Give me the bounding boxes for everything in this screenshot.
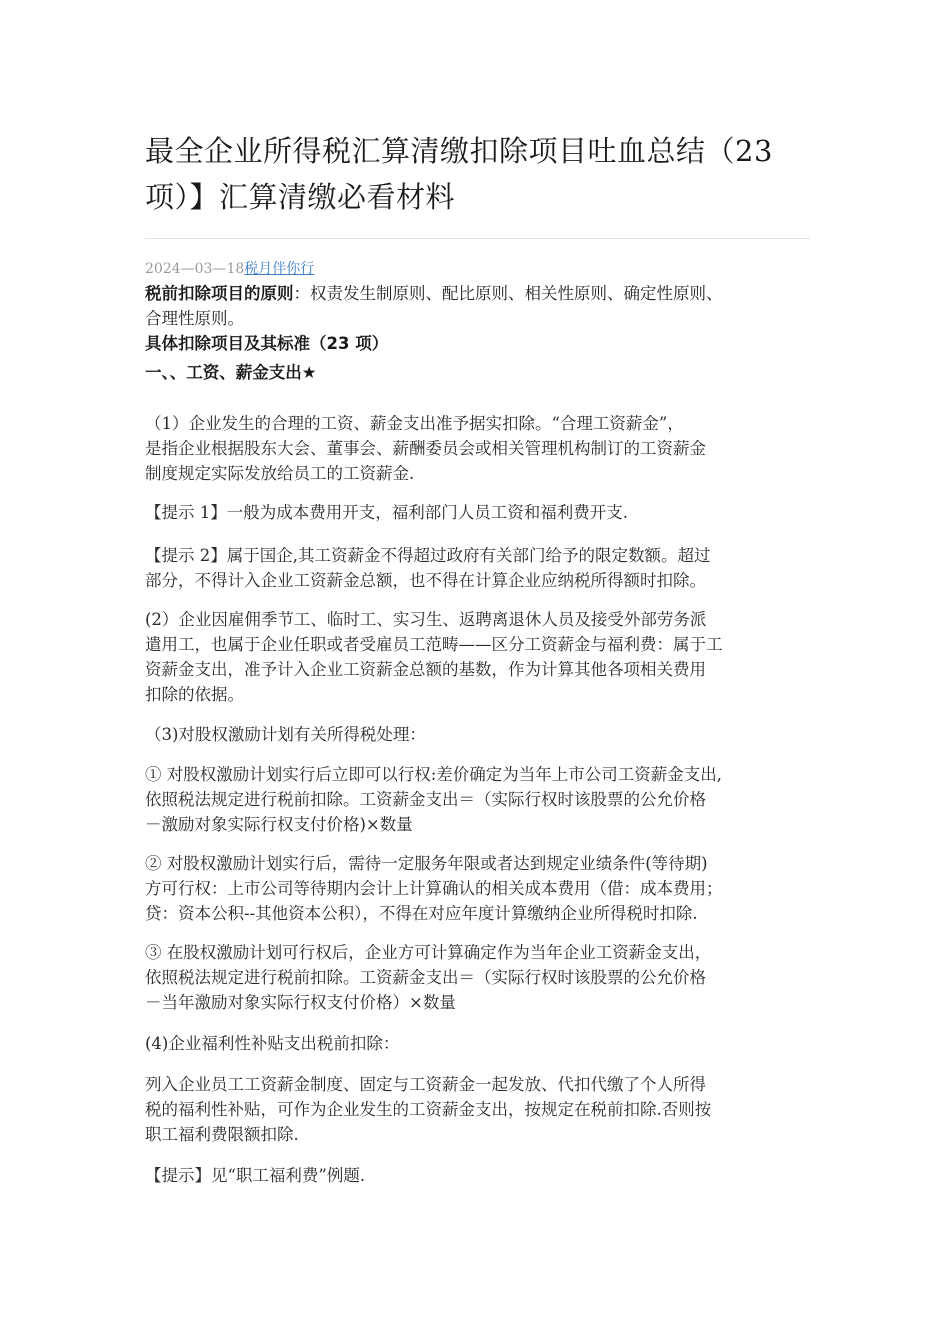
author-link[interactable]: 税月伴你行 [244, 261, 315, 277]
paragraph-line: 贷：资本公积--其他资本公积），不得在对应年度计算缴纳企业所得税时扣除. [145, 904, 698, 923]
body-paragraph [145, 500, 810, 525]
title-divider [145, 238, 810, 239]
paragraph-line: 【提示 2】属于国企,其工资薪金不得超过政府有关部门给予的限定数额。超过 [145, 546, 711, 565]
article [145, 128, 810, 1188]
body-paragraph [145, 1031, 810, 1056]
body-paragraph [145, 722, 810, 747]
principle-colon: ： [293, 284, 310, 303]
principle-label: 税前扣除项目的原则 [145, 284, 294, 303]
body-paragraph [145, 543, 810, 593]
paragraph-line: 依照税法规定进行税前扣除。工资薪金支出＝（实际行权时该股票的公允价格 [145, 968, 706, 987]
paragraph-line: （1）企业发生的合理的工资、薪金支出准予据实扣除。“合理工资薪金”， [145, 414, 684, 433]
body-paragraph [145, 851, 810, 926]
paragraph-line: （3)对股权激励计划有关所得税处理： [145, 725, 426, 744]
principle-text-line: 合理性原则。 [145, 309, 244, 328]
paragraph-line: －当年激励对象实际行权支付价格）×数量 [145, 993, 456, 1012]
article-title [145, 128, 810, 220]
paragraph-line: 资薪金支出，准予计入企业工资薪金总额的基数，作为计算其他各项相关费用 [145, 660, 706, 679]
paragraph-line: 职工福利费限额扣除. [145, 1125, 299, 1144]
body-paragraph [145, 1163, 810, 1188]
principle-text-line: 权责发生制原则、配比原则、相关性原则、确定性原则、 [310, 284, 723, 303]
paragraph-line: ② 对股权激励计划实行后，需待一定服务年限或者达到规定业绩条件(等待期) [145, 854, 708, 873]
paragraph-line: ① 对股权激励计划实行后立即可以行权:差价确定为当年上市公司工资薪金支出, [145, 765, 723, 784]
body-paragraph [145, 1072, 810, 1147]
paragraph-line: (4)企业福利性补贴支出税前扣除： [145, 1034, 400, 1053]
paragraph-line: ③ 在股权激励计划可行权后，企业方可计算确定作为当年企业工资薪金支出， [145, 943, 712, 962]
principle-paragraph [145, 281, 810, 331]
paragraph-line: 【提示】见“职工福利费”例题. [145, 1166, 366, 1185]
paragraph-line: (2）企业因雇佣季节工、临时工、实习生、返聘离退休人员及接受外部劳务派 [145, 610, 707, 629]
paragraph-line: 遣用工，也属于企业任职或者受雇员工范畴——区分工资薪金与福利费：属于工 [145, 635, 723, 654]
section-heading: 具体扣除项目及其标准（23 项） [145, 334, 389, 353]
paragraph-line: 是指企业根据股东大会、董事会、薪酬委员会或相关管理机构制订的工资薪金 [145, 439, 706, 458]
paragraph-line: 列入企业员工工资薪金制度、固定与工资薪金一起发放、代扣代缴了个人所得 [145, 1075, 706, 1094]
paragraph-line: 部分，不得计入企业工资薪金总额，也不得在计算企业应纳税所得额时扣除。 [145, 571, 706, 590]
title-line: 最全企业所得税汇算清缴扣除项目吐血总结（23 [145, 134, 773, 168]
paragraph-line: 扣除的依据。 [145, 685, 244, 704]
sub-heading: 一、、工资、薪金支出★ [145, 363, 317, 382]
paragraph-line: －激励对象实际行权支付价格)×数量 [145, 815, 413, 834]
paragraph-line: 依照税法规定进行税前扣除。工资薪金支出＝（实际行权时该股票的公允价格 [145, 790, 706, 809]
paragraph-line: 制度规定实际发放给员工的工资薪金. [145, 464, 415, 483]
article-body [145, 411, 810, 1188]
body-paragraph [145, 762, 810, 837]
body-paragraph [145, 940, 810, 1015]
paragraph-line: 方可行权：上市公司等待期内会计上计算确认的相关成本费用（借：成本费用； [145, 879, 723, 898]
article-meta [145, 259, 810, 279]
paragraph-line: 税的福利性补贴，可作为企业发生的工资薪金支出，按规定在税前扣除.否则按 [145, 1100, 712, 1119]
paragraph-line: 【提示 1】一般为成本费用开支，福利部门人员工资和福利费开支. [145, 503, 628, 522]
title-line: 项）】汇算清缴必看材料 [145, 180, 456, 214]
publish-date: 2024—03—18 [145, 261, 245, 277]
body-paragraph [145, 607, 810, 707]
body-paragraph [145, 411, 810, 486]
